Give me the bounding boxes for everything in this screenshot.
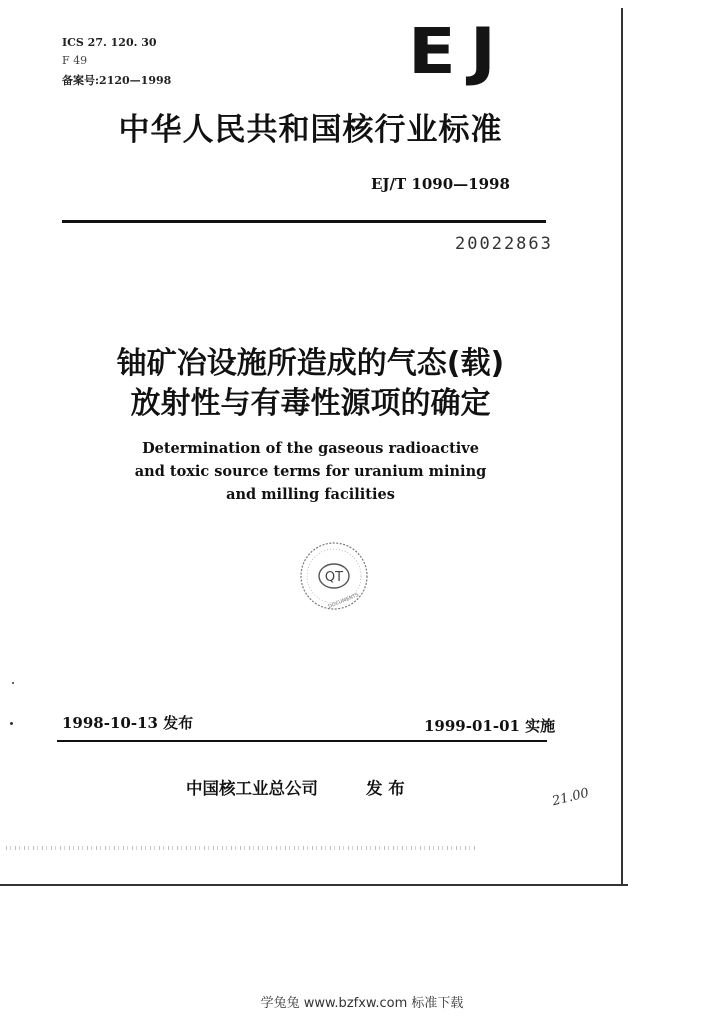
header-rule: [62, 220, 546, 223]
page-border-bottom: [0, 884, 628, 886]
standard-title: 中华人民共和国核行业标准: [118, 112, 503, 148]
qt-stamp-icon: [298, 540, 370, 612]
en-title-line-3: and milling facilities: [226, 486, 395, 503]
issue-date: 1998-10-13 发布: [62, 714, 194, 732]
stamp-ring-text: DOCUMENTS: [327, 592, 360, 610]
publisher-action: 发 布: [366, 779, 405, 798]
category-code: F 49: [62, 54, 88, 67]
en-title-line-1: Determination of the gaseous radioactive: [142, 440, 479, 457]
record-number: 备案号:2120—1998: [62, 74, 172, 87]
standard-code: EJ/T 1090—1998: [371, 175, 510, 193]
scan-speck: [10, 722, 13, 725]
cn-title-line-2: 放射性与有毒性源项的确定: [130, 386, 491, 421]
document-number: 20022863: [455, 234, 553, 254]
page-border-right: [621, 8, 623, 884]
publisher-name: 中国核工业总公司: [186, 779, 318, 798]
cn-title-line-1: 铀矿冶设施所造成的气态(载): [116, 346, 505, 381]
scan-noise: [6, 846, 476, 850]
ej-logo: EJ: [408, 14, 510, 89]
en-title-line-2: and toxic source terms for uranium mining: [134, 463, 487, 480]
date-rule: [57, 740, 547, 742]
footer-watermark: 学兔兔 www.bzfxw.com 标准下载: [260, 996, 464, 1011]
scan-speck: [12, 682, 14, 684]
effective-date: 1999-01-01 实施: [424, 717, 556, 735]
ics-code: ICS 27. 120. 30: [62, 36, 157, 49]
stamp-center-text: QT: [324, 570, 344, 585]
handwritten-note: 21.00: [550, 785, 591, 810]
